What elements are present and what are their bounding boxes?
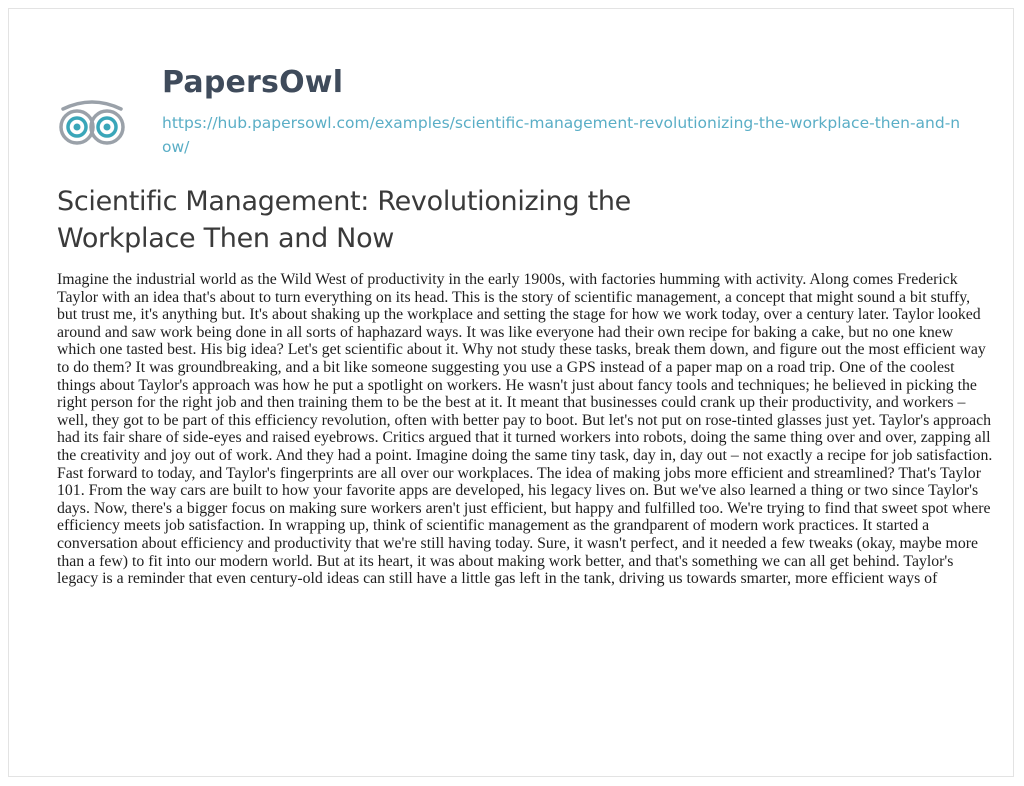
- source-url-link[interactable]: https://hub.papersowl.com/examples/scientific-management-revolutionizing-the-workplace-then-and-now/: [162, 114, 961, 156]
- owl-eyes-logo-icon: [55, 93, 129, 151]
- page-header: [45, 39, 1005, 169]
- document-title: Scientific Management: Revolutionizing the Workplace Then and Now: [57, 186, 631, 254]
- essay-body: Imagine the industrial world as the Wild West of productivity in the early 1900s, with factories humming with activity. Along comes Frederick Taylor with an idea that's about to turn everything on its head. This is the story of scientific management, a concept that might sound a bit stuffy, but trust me, it's anything but. It's about shaking up the workplace and setting the stage for how we work today, over a century later. Taylor looked around and saw work being done in all sorts of haphazard ways. It was like everyone had their own recipe for baking a cake, but no one knew which one tasted best. His big idea? Let's get scientific about it. Why not study these tasks, break them down, and figure out the most efficient way to do them? It was groundbreaking, and a bit like someone suggesting you use a GPS instead of a paper map on a road trip. One of the coolest things about Taylor's approach was how he put a spotlight on workers. He wasn't just about fancy tools and techniques; he believed in picking the right person for the right job and then training them to be the best at it. It meant that businesses could crank up their productivity, and workers – well, they got to be part of this efficiency revolution, often with better pay to boot. But let's not put on rose-tinted glasses just yet. Taylor's approach had its fair share of side-eyes and raised eyebrows. Critics argued that it turned workers into robots, doing the same thing over and over, zapping all the creativity and joy out of work. And they had a point. Imagine doing the same tiny task, day in, day out – not exactly a recipe for job satisfaction. Fast forward to today, and Taylor's fingerprints are all over our workplaces. The idea of making jobs more efficient and streamlined? That's Taylor 101. From the way cars are built to how your favorite apps are developed, his legacy lives on. But we've also learned a thing or two since Taylor's days. Now, there's a bigger focus on making sure workers aren't just efficient, but happy and fulfilled too. We're trying to find that sweet spot where efficiency meets job satisfaction. In wrapping up, think of scientific management as the grandparent of modern work practices. It started a conversation about efficiency and productivity that we're still having today. Sure, it wasn't perfect, and it needed a few tweaks (okay, maybe more than a few) to fit into our modern world. But at its heart, it was about making work better, and that's something we can all get behind. Taylor's legacy is a reminder that even century-old ideas can still have a little gas left in the tank, driving us towards smarter, more efficient ways of: [57, 271, 993, 588]
- brand-name: PapersOwl: [162, 65, 344, 100]
- document-page: [8, 8, 1014, 777]
